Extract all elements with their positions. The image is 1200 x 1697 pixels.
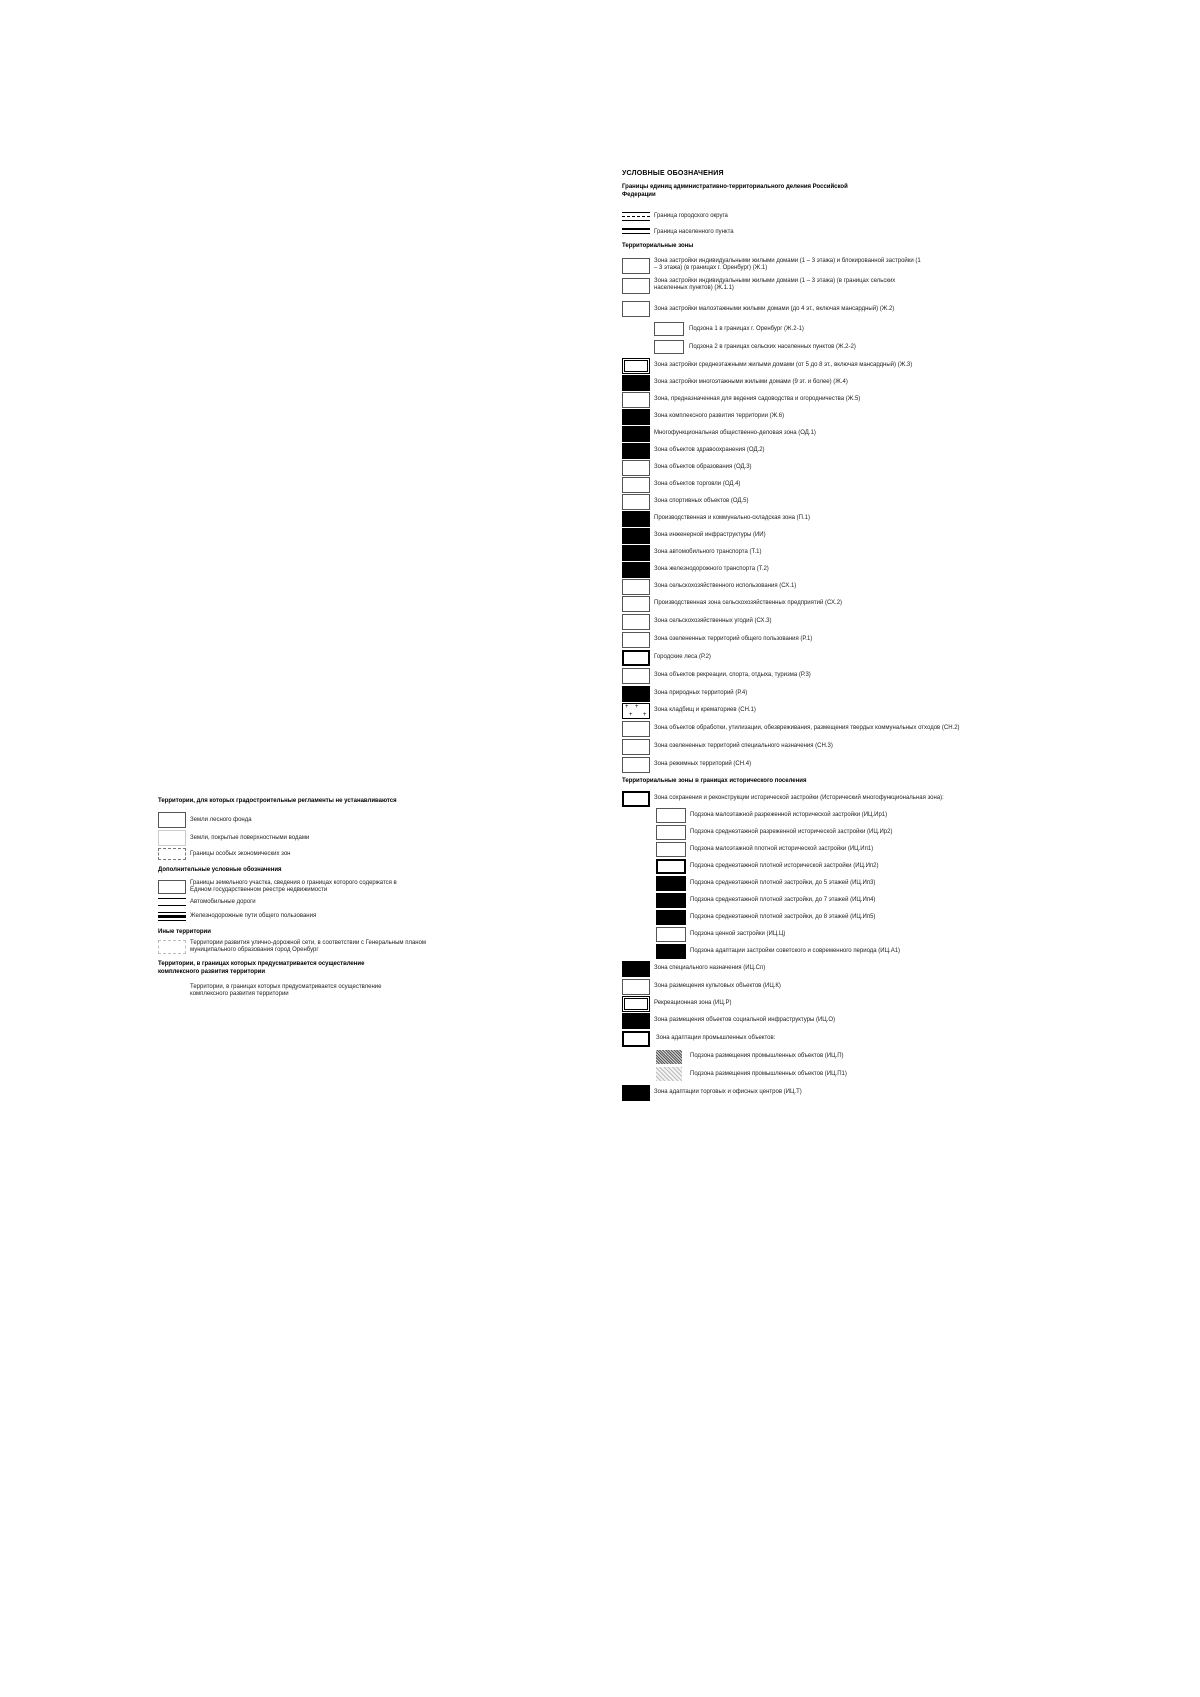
zone-swatch — [622, 668, 650, 684]
zone-label: Зона озелененных территорий общего пользования (Р.1) — [654, 636, 813, 642]
zone-swatch — [622, 511, 650, 527]
zones-heading: Территориальные зоны — [622, 243, 694, 249]
historic-subzone-swatch — [656, 808, 686, 823]
zone-label: Зона застройки среднеэтажными жилыми домами (от 5 до 8 эт., включая мансардный) (Ж.3) — [654, 362, 913, 368]
zone-swatch — [622, 632, 650, 648]
historic-zone-swatch — [622, 1031, 650, 1047]
historic-subzone-label: Подзона малоэтажной плотной исторической застройки (ИЦ.Ип1) — [690, 846, 874, 852]
zone-swatch — [622, 528, 650, 544]
other-label: Территории развития улично-дорожной сети, в соответствии с Генеральным планом муниципального образования город Оренбург — [190, 940, 427, 953]
historic-subzone-label: Подзона среднеэтажной плотной исторической застройки (ИЦ.Ип2) — [690, 863, 879, 869]
historic-subzone-swatch — [656, 825, 686, 840]
zone-label: Зона застройки индивидуальными жилыми домами (1 – 3 этажа) (в границах сельских населенных пунктов) (Ж.1.1) — [654, 278, 896, 291]
zone-label: Производственная и коммунально-складская зона (П.1) — [654, 515, 810, 521]
historic-zone-label: Зона адаптации торговых и офисных центров (ИЦ.Т) — [654, 1089, 802, 1095]
zone-swatch — [622, 757, 650, 773]
no-regulations-label: Границы особых экономических зон — [190, 851, 291, 857]
zone-swatch — [622, 494, 650, 510]
additional-label: Железнодорожные пути общего пользования — [190, 913, 317, 919]
boundaries-heading: Границы единиц административно-территориального деления Российской Федерации — [622, 184, 848, 198]
zone-swatch — [622, 358, 650, 374]
historic-zone-label: Зона размещения культовых объектов (ИЦ.К) — [654, 983, 781, 989]
zone-label: Зона сельскохозяйственных угодий (СХ.3) — [654, 618, 772, 624]
historic-subzone-swatch — [656, 876, 686, 891]
historic-zone-label: Зона сохранения и реконструкции исторической застройки (Исторический многофункциональная зона): — [654, 795, 944, 801]
settlement-boundary-swatch — [622, 226, 650, 236]
zone-swatch — [622, 686, 650, 702]
zone-label: Зона природных территорий (Р.4) — [654, 690, 748, 696]
street-network-swatch — [158, 940, 186, 954]
subzone-label: Подзона 2 в границах сельских населенных пунктов (Ж.2-2) — [689, 344, 856, 350]
no-regulations-heading: Территории, для которых градостроительные регламенты не устанавливаются — [158, 798, 397, 804]
zone-swatch — [622, 579, 650, 595]
hatched-subzone-swatch — [656, 1067, 682, 1081]
historic-heading: Территориальные зоны в границах исторического поселения — [622, 778, 807, 784]
subzone-swatch — [654, 322, 684, 336]
zone-label: Зона кладбищ и крематориев (СН.1) — [654, 707, 756, 713]
zone-label: Зона объектов торговли (ОД.4) — [654, 481, 741, 487]
historic-subzone-swatch — [656, 944, 686, 959]
zone-label: Зона спортивных объектов (ОД.5) — [654, 498, 749, 504]
historic-zone-swatch — [622, 1085, 650, 1101]
zone-label: Зона железнодорожного транспорта (Т.2) — [654, 566, 769, 572]
zone-label: Зона объектов рекреации, спорта, отдыха, туризма (Р.3) — [654, 672, 811, 678]
zone-swatch — [622, 301, 650, 317]
zone-swatch — [622, 614, 650, 630]
complex-heading: Территории, в границах которых предусматривается осуществление комплексного развития территории — [158, 961, 365, 975]
forest-fund-swatch — [158, 812, 186, 828]
historic-zone-label: Рекреационная зона (ИЦ.Р) — [654, 1000, 732, 1006]
zone-swatch — [622, 443, 650, 459]
railway-swatch — [158, 910, 186, 922]
zone-swatch — [622, 721, 650, 737]
zone-label: Зона застройки индивидуальными жилыми домами (1 – 3 этажа) и блокированной застройки (1 – 3 этажа) (в границах г. Оренбург) (Ж.1) — [654, 258, 921, 271]
zone-swatch — [622, 278, 650, 294]
zone-swatch — [622, 258, 650, 274]
historic-zone-swatch — [622, 979, 650, 995]
historic-subzone-label: Подзона размещения промышленных объектов (ИЦ.П) — [690, 1053, 844, 1059]
zone-swatch — [622, 375, 650, 391]
cemetery-swatch: + + + + — [622, 703, 650, 719]
historic-subzone-swatch — [656, 910, 686, 925]
historic-subzone-label: Подзона размещения промышленных объектов (ИЦ.П1) — [690, 1071, 847, 1077]
historic-subzone-label: Подзона среднеэтажной плотной застройки, до 7 этажей (ИЦ.Ип4) — [690, 897, 876, 903]
zone-swatch — [622, 650, 650, 666]
other-heading: Иные территории — [158, 929, 211, 935]
roads-swatch — [158, 898, 186, 906]
zone-label: Зона застройки многоэтажными жилыми домами (9 эт. и более) (Ж.4) — [654, 379, 848, 385]
zone-label: Производственная зона сельскохозяйственных предприятий (СХ.2) — [654, 600, 843, 606]
historic-subzone-swatch — [656, 842, 686, 857]
historic-zone-swatch — [622, 961, 650, 977]
subzone-label: Подзона 1 в границах г. Оренбург (Ж.2-1) — [689, 326, 804, 332]
historic-subzone-swatch — [656, 927, 686, 942]
historic-subzone-swatch — [656, 859, 686, 874]
additional-heading: Дополнительные условные обозначения — [158, 867, 282, 873]
zone-swatch — [622, 460, 650, 476]
zone-swatch — [622, 596, 650, 612]
zone-label: Зона застройки малоэтажными жилыми домами (до 4 эт., включая мансардный) (Ж.2) — [654, 306, 895, 312]
historic-subzone-label: Подзона малоэтажной разреженной исторической застройки (ИЦ.Ир1) — [690, 812, 888, 818]
historic-subzone-label: Подзона среднеэтажной плотной застройки, до 5 этажей (ИЦ.Ип3) — [690, 880, 876, 886]
zone-label: Зона комплексного развития территории (Ж.6) — [654, 413, 785, 419]
complex-label: Территории, в границах которых предусматривается осуществление комплексного развития территории — [190, 984, 382, 997]
additional-label: Границы земельного участка, сведения о границах которого содержатся в Едином государственном реестре недвижимости — [190, 880, 397, 893]
city-district-boundary-swatch — [622, 210, 650, 222]
no-regulations-label: Земли, покрытые поверхностными водами — [190, 835, 310, 841]
historic-zone-label: Зона размещения объектов социальной инфраструктуры (ИЦ.О) — [654, 1017, 836, 1023]
zone-swatch — [622, 426, 650, 442]
zone-swatch — [622, 562, 650, 578]
zone-label: Зона объектов здравоохранения (ОД.2) — [654, 447, 765, 453]
zone-swatch — [622, 545, 650, 561]
zone-label: Зона сельскохозяйственного использования (СХ.1) — [654, 583, 797, 589]
zone-label: Зона озелененных территорий специального назначения (СН.3) — [654, 743, 833, 749]
boundary-label: Граница городского округа — [654, 213, 728, 219]
boundary-label: Граница населенного пункта — [654, 229, 734, 235]
zone-swatch — [622, 392, 650, 408]
zone-label: Зона, предназначенная для ведения садоводства и огородничества (Ж.5) — [654, 396, 861, 402]
zone-label: Многофункциональная общественно-деловая зона (ОД.1) — [654, 430, 816, 436]
historic-subzone-label: Подзона ценной застройки (ИЦ.Ц) — [690, 931, 786, 937]
legend-title: УСЛОВНЫЕ ОБОЗНАЧЕНИЯ — [622, 170, 724, 177]
historic-subzone-label: Подзона среднеэтажной разреженной исторической застройки (ИЦ.Ир2) — [690, 829, 893, 835]
water-bodies-swatch — [158, 830, 186, 846]
zone-swatch — [622, 409, 650, 425]
historic-zone-swatch — [622, 1013, 650, 1029]
historic-subzone-swatch — [656, 893, 686, 908]
historic-zone-label: Зона адаптации промышленных объектов: — [656, 1035, 776, 1041]
zone-label: Зона автомобильного транспорта (Т.1) — [654, 549, 762, 555]
special-economic-zone-swatch — [158, 848, 186, 860]
land-plot-boundary-swatch — [158, 880, 186, 894]
zone-label: Городские леса (Р.2) — [654, 654, 711, 660]
zone-label: Зона объектов образования (ОД.3) — [654, 464, 752, 470]
zone-swatch — [622, 739, 650, 755]
zone-label: Зона инженерной инфраструктуры (ИИ) — [654, 532, 766, 538]
historic-subzone-label: Подзона адаптации застройки советского и современного периода (ИЦ.А1) — [690, 948, 901, 954]
historic-subzone-label: Подзона среднеэтажной плотной застройки, до 8 этажей (ИЦ.Ип5) — [690, 914, 876, 920]
historic-zone-swatch — [622, 996, 650, 1012]
zone-label: Зона объектов обработки, утилизации, обезвреживания, размещения твердых коммунальных отходов (СН.2) — [654, 725, 960, 731]
zone-label: Зона режимных территорий (СН.4) — [654, 761, 752, 767]
hatched-subzone-swatch — [656, 1050, 682, 1064]
additional-label: Автомобильные дороги — [190, 899, 256, 905]
zone-swatch — [622, 477, 650, 493]
subzone-swatch — [654, 340, 684, 354]
historic-zone-swatch — [622, 791, 650, 807]
historic-zone-label: Зона специального назначения (ИЦ.Сп) — [654, 965, 766, 971]
no-regulations-label: Земли лесного фонда — [190, 817, 252, 823]
